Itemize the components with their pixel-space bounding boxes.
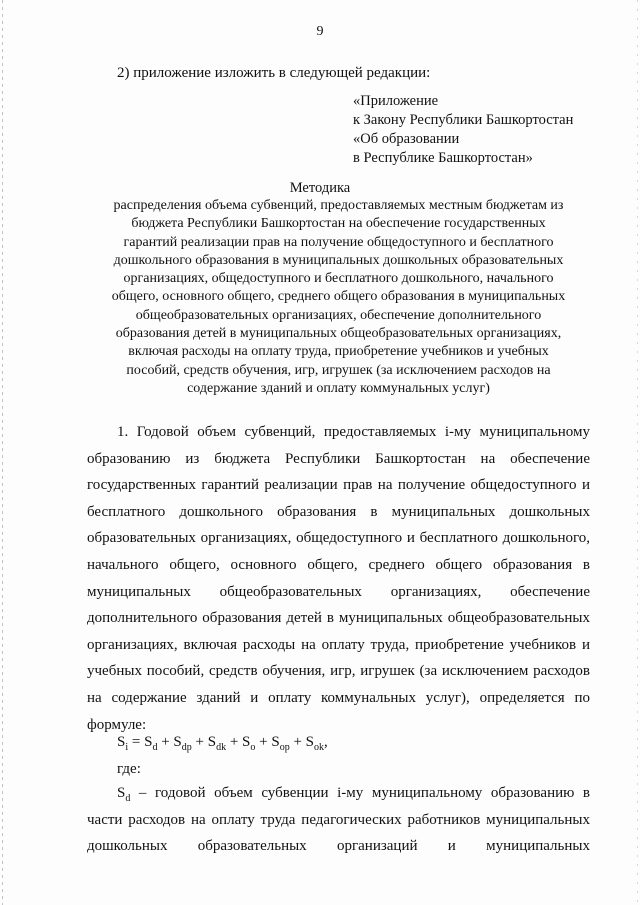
paragraph-line: бесплатного дошкольного образования в муниципальных дошкольных: [87, 503, 590, 520]
formula-term: $S_{dk}$: [207, 734, 227, 753]
paragraph-line: формуле:: [87, 716, 147, 733]
definition-line: $S_d$ – годовой объем субвенции i-му муниципальному образованию в: [117, 785, 590, 804]
formula-term: $S_d$: [144, 734, 158, 753]
method-description-line: бюджета Республики Башкортостан на обеспечение государственных: [131, 216, 546, 232]
intro-text: 2) приложение изложить в следующей редакции:: [117, 65, 431, 81]
method-description-line: пособий, средств обучения, игр, игрушек (за исключением расходов на: [126, 362, 551, 378]
method-description-line: образования детей в муниципальных общеобразовательных организациях,: [115, 326, 562, 342]
appendix-header: [353, 92, 573, 168]
paragraph-line: организациях, включая расходы на оплату труда, приобретение учебников и: [87, 636, 590, 653]
formula-term: $S_{op}$: [271, 734, 290, 753]
appendix-line: к Закону Республики Башкортостан: [353, 112, 574, 128]
where-label: где:: [117, 761, 141, 777]
method-description-line: дошкольного образования в муниципальных дошкольных образовательных: [113, 252, 564, 268]
paragraph-line: на содержание зданий и оплату коммунальных услуг), определяется по: [87, 689, 590, 706]
scan-left-edge: [2, 0, 3, 905]
formula-term: $S_o$: [242, 734, 256, 753]
method-description-line: общего, основного общего, среднего общего образования в муниципальных: [111, 289, 566, 305]
method-description-line: гарантий реализации прав на получение общедоступного и бесплатного: [123, 234, 554, 250]
appendix-line: «Приложение: [353, 93, 439, 109]
formula-term: $S_{dp}$: [173, 734, 192, 753]
formula-term: $S_{ok}$: [305, 734, 324, 753]
scan-right-edge: [637, 0, 638, 905]
definition-line: дошкольных образовательных организаций и муниципальных: [87, 838, 590, 855]
paragraph-line: начального общего, основного общего, среднего общего образования в: [87, 556, 590, 573]
paragraph-line: государственных гарантий реализации прав на получение общедоступного и: [87, 477, 590, 494]
formula: $S_i = S_d + S_{dp} + S_{dk} + S_o + S_{op} + S_{ok}$,: [117, 734, 328, 753]
appendix-line: в Республике Башкортостан»: [353, 150, 533, 166]
method-description-line: организациях, общедоступного и бесплатного дошкольного, начального: [123, 271, 554, 287]
paragraph-line: муниципальных общеобразовательных организациях, обеспечение: [87, 583, 590, 600]
method-description-line: общеобразовательных организациях, обеспечение дополнительного: [135, 307, 542, 323]
paragraph-1: [87, 419, 590, 738]
definition-sd: [87, 780, 590, 860]
page-number: 9: [316, 24, 324, 39]
definition-line: части расходов на оплату труда педагогических работников муниципальных: [87, 811, 590, 828]
method-description-line: распределения объема субвенций, предоставляемых местным бюджетам из: [113, 198, 564, 213]
definition-symbol: $S_d$: [117, 785, 131, 804]
paragraph-line: учебных пособий, средств обучения, игр, игрушек (за исключением расходов: [87, 663, 590, 680]
method-description-line: включая расходы на оплату труда, приобретение учебников и учебных: [128, 344, 549, 360]
paragraph-line: образованию из бюджета Республики Башкортостан на обеспечение: [87, 450, 590, 467]
method-description-line: содержание зданий и оплату коммунальных услуг): [187, 380, 490, 396]
method-title: Методика: [289, 180, 351, 196]
formula-lhs: $S_i$: [117, 734, 129, 753]
paragraph-line: дополнительного образования детей в муниципальных общеобразовательных: [87, 610, 590, 627]
method-description: [86, 197, 591, 398]
paragraph-line: 1. Годовой объем субвенций, предоставляемых i-му муниципальному: [117, 424, 590, 440]
appendix-line: «Об образовании: [353, 131, 460, 147]
paragraph-line: образовательных организациях, общедоступного и бесплатного дошкольного,: [87, 530, 590, 547]
